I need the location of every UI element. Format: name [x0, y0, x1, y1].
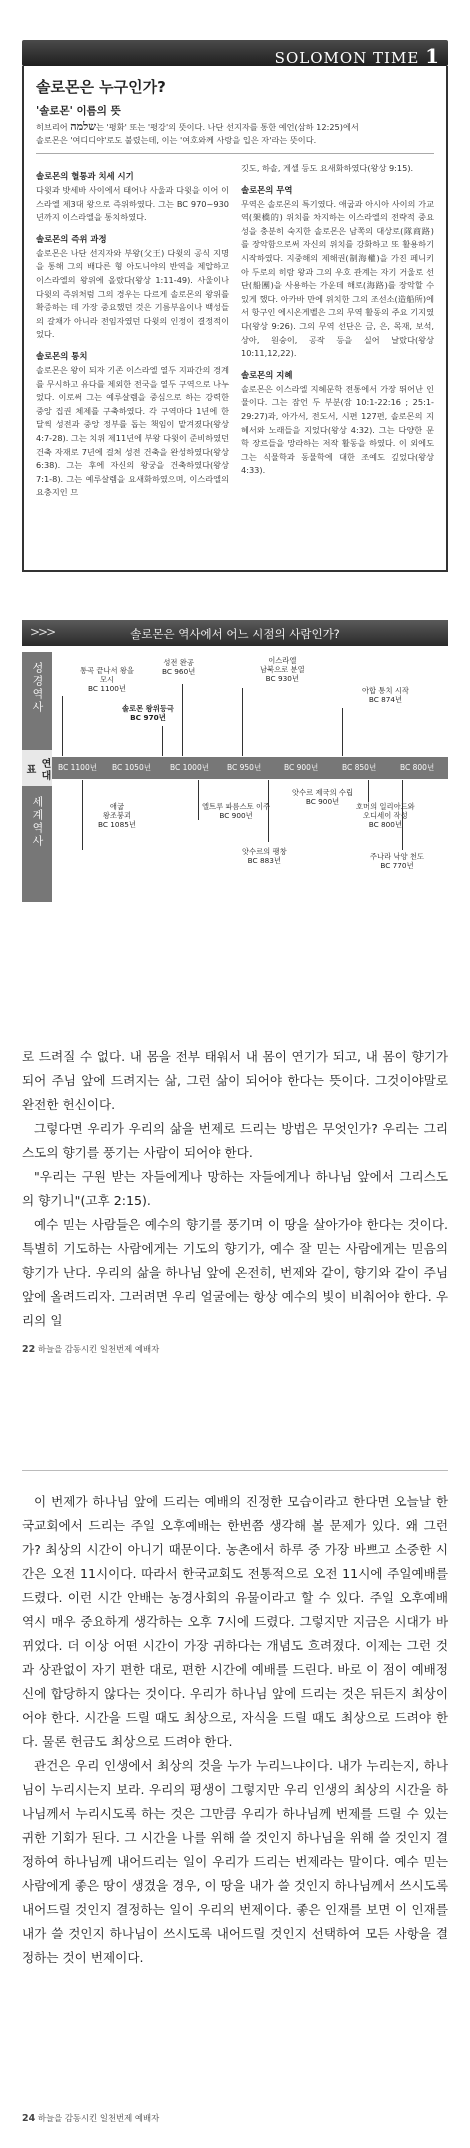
event-arrow — [162, 726, 163, 756]
tick-label: BC 850년 — [342, 763, 377, 772]
side-mid-text: 연대표 — [24, 758, 50, 782]
page-number: 22 — [22, 1344, 36, 1355]
chronology-label — [22, 750, 52, 786]
section-body: 솔로몬은 나단 선지자와 부왕(父王) 다윗의 공식 지명을 통해 그의 배다른 형 아도니야의 반역을 제압하고 이스라엘의 왕위에 올랐다(왕상 1:11-49). 사울이나 다윗의 즉위처럼 그의 경우는 다르게 솔로몬의 왕위를 확증하는 데 가장 중요했던 것은 기름부음이나 백성들의 갈채가 아니라 전임자였던 다윗의 인정이 결정적이었다. — [36, 247, 229, 340]
intro-text-b: 는 '평화' 또는 '평강'의 뜻이다. 나단 선지자를 통한 예언(삼하 12:25)에서 — [96, 122, 359, 132]
event-arrow — [62, 696, 63, 756]
tick-label: BC 950년 — [227, 763, 262, 772]
event-label: 엘트루 파름스토 이주 BC 900년 — [202, 802, 271, 820]
event-label: 통곡 끝나서 왕을 모시 BC 1100년 — [80, 666, 134, 693]
event-arrow — [268, 780, 269, 842]
section-heading: 솔로몬의 지혜 — [241, 369, 293, 380]
section-body: 무역은 솔로몬의 특기였다. 애굽과 아시아 사이의 가교역(架橋的) 위치를 차지하는 이스라엘의 전략적 중요성을 충분히 숙지한 솔로몬은 남쪽의 대상로(隊商路)를 장악함으로써 자신의 위치를 강화하고 또 활용하기 시작하였다. 지중해의 제해권(制海權)을 가진 페니키아 두로의 히람 왕과 그의 우호 관계는 자기 거울로 선단(船團)을 사용하는 가운데 해로(海路)를 장악할 수 있게 했다. 아카바 만에 위치한 그의 조선소(造船所)에서 항구인 에시온게벨은 그의 무역 활동의 주요 기지였다(왕상 9:26). 그의 무역 선단은 금, 은, 목재, 보석, 상아, 원숭이, 공작 등을 실어 날랐다(왕상 10:11,12,22). — [241, 198, 434, 359]
tick-label: BC 1050년 — [112, 763, 151, 772]
page-footer — [22, 2112, 159, 2124]
event-label: 아합 통치 시작 BC 874년 — [362, 686, 409, 704]
name-meaning-text — [36, 120, 434, 154]
tick-label: BC 900년 — [284, 763, 319, 772]
left-column — [36, 162, 229, 500]
banner-prefix: SOLOMON TIME — [274, 49, 420, 67]
event-label: 이스라엘 남북으로 분열 BC 930년 — [260, 656, 305, 683]
side-bot-text: 세계역사 — [31, 796, 44, 848]
timeline-section — [22, 620, 448, 902]
intro-text-a: 히브리어 — [36, 122, 71, 132]
page-22-text — [22, 1045, 448, 1355]
event-arrow — [198, 780, 199, 820]
page-number: 24 — [22, 2113, 36, 2124]
solomon-time-banner — [22, 40, 448, 66]
right-column — [241, 162, 434, 500]
event-arrow — [368, 780, 369, 802]
footer-book-title: 하늘을 감동시킨 일천번제 예배자 — [37, 2113, 160, 2123]
event-label: 앗수르 제국의 수립 BC 900년 — [292, 788, 354, 806]
footer-book-title: 하늘을 감동시킨 일천번제 예배자 — [37, 1344, 160, 1354]
banner-number: 1 — [425, 44, 440, 68]
timeline-axis — [52, 757, 448, 779]
question-title: 솔로몬은 누구인가? — [36, 78, 166, 96]
event-label: 애굽 왕조붕괴 BC 1085년 — [98, 802, 136, 829]
event-arrow — [342, 708, 343, 756]
page-footer — [22, 1343, 448, 1355]
solomon-time-content — [22, 66, 448, 572]
bible-history-label — [22, 652, 52, 750]
section-body: 깃도, 하솔, 게셀 등도 요새화하였다(왕상 9:15). — [241, 163, 414, 173]
paragraph: 예수 믿는 사람들은 예수의 향기를 풍기며 이 땅을 살아가야 한다는 것이다. 특별히 기도하는 사람에게는 기도의 향기가, 예수 잘 믿는 사람에게는 믿음의 향기가 난다. 우리의 삶을 하나님 앞에 온전히, 번제와 같이, 향기와 같이 주님 앞에 올려드리자. 그러려면 우리 얼굴에는 항상 예수의 빛이 비춰어야 한다. 우리의 일 — [22, 1217, 448, 1328]
section-body: 솔로몬은 이스라엘 지혜문학 전통에서 가장 뛰어난 인물이다. 그는 잠언 두 부분(잠 10:1-22:16 ; 25:1-29:27)과, 아가서, 전도서, 시편 127편, 솔로몬의 지혜서와 노래들을 지었다(왕상 4:32). 그는 다양한 문학 장르들을 망라하는 저작 활동을 하였다. 이 외에도 그는 식물학과 동물학에 대한 조예도 깊었다(왕상 4:33). — [241, 383, 434, 476]
solomon-time-box — [22, 40, 448, 572]
paragraph: 로 드려질 수 없다. 내 몸을 전부 태워서 내 몸이 연기가 되고, 내 몸이 향기가 되어 주님 앞에 드려지는 삶, 그런 삶이 되어야 한다는 뜻이다. 그것이야말로 완전한 헌신이다. — [22, 1049, 448, 1112]
event-label: 주나라 낙양 천도 BC 770년 — [370, 852, 424, 870]
hebrew-word: שלמה — [70, 120, 97, 133]
event-label: 솔로몬 왕위등극 BC 970년 — [122, 704, 174, 722]
timeline-banner — [22, 620, 448, 646]
world-history-label — [22, 786, 52, 902]
paragraph: 그렇다면 우리가 우리의 삶을 번제로 드리는 방법은 무엇인가? 우리는 그리스도의 향기를 풍기는 사람이 되어야 한다. — [22, 1121, 448, 1160]
banner-title — [275, 44, 440, 68]
event-arrow — [182, 684, 183, 756]
two-columns — [36, 162, 434, 500]
event-arrow — [242, 688, 243, 756]
section-body: 솔로몬은 왕이 되자 기존 이스라엘 열두 지파간의 경계를 무시하고 유다를 제외한 전국을 열두 구역으로 나누었다. 이로써 그는 예루살렘을 중심으로 하는 강력한 중앙 집권 체제를 구축하였다. 각 구역마다 1년에 한 달씩 성전과 중앙 정부를 돕는 책임이 맡겨졌다(왕상 4:7-28). 그는 치위 제11년에 부왕 다윗이 준비하였던 건축 자재로 7년에 걸쳐 성전 건축을 완성하였다(왕상 6:38). 그는 후에 자신의 왕궁을 건축하였다(왕상 7:1-8). 그는 예루살렘을 요새화하였으며, 이스라엘의 요충지인 므 — [36, 364, 229, 498]
name-meaning-title: '솔로몬' 이름의 뜻 — [36, 105, 121, 117]
quote-paragraph: "우리는 구원 받는 자들에게나 망하는 자들에게나 하나님 앞에서 그리스도의 향기니"(고후 2:15). — [22, 1169, 448, 1208]
event-label: 앗수르의 팽창 BC 883년 — [242, 847, 287, 865]
event-arrow — [402, 780, 403, 850]
event-label: 호머의 일리아드와 오디세이 작성 BC 800년 — [356, 802, 415, 829]
timeline-chart — [22, 652, 448, 902]
intro-text-c: 솔로몬은 '여디디야'로도 불렸는데, 이는 '여호와께 사랑을 입은 자'라는 뜻이다. — [36, 135, 317, 145]
paragraph: 관건은 우리 인생에서 최상의 것을 누가 누리느냐이다. 내가 누리는지, 하나님이 누리시는지 보라. 우리의 평생이 그렇지만 우리 인생의 최상의 시간을 하나님께서 누리시도록 하는 것은 그만큼 우리가 하나님께 번제를 드릴 수 있는 귀한 기회가 된다. 그 시간을 나를 위해 쓸 것인지 하나님을 위해 쓸 것인지 결정하여 하나님께 내어드리는 일이 우리가 드리는 번제라는 말이다. 예수 믿는 사람에게 좋은 땅이 생겼을 경우, 이 땅을 내가 쓸 것인지 하나님께서 쓰시도록 내어드릴 것인지 결정하는 일이 우리의 번제이다. 좋은 인재를 보면 이 인재를 내가 쓸 것인지 하나님이 쓰시도록 내어드릴 것인지 선택하여 모든 사항을 결정하는 것이 번제이다. — [22, 1758, 448, 1965]
section-heading: 솔로몬의 즉위 과정 — [36, 233, 107, 244]
chevron-icon: >>> — [30, 625, 55, 639]
side-top-text: 성경역사 — [31, 662, 44, 714]
section-heading: 솔로몬의 통치 — [36, 350, 88, 361]
tick-label: BC 1100년 — [58, 763, 97, 772]
paragraph: 이 번제가 하나님 앞에 드리는 예배의 진정한 모습이라고 한다면 오늘날 한국교회에서 드리는 주일 오후예배는 한번쯤 생각해 볼 문제가 있다. 왜 그런가? 최상의 시간이 아니기 때문이다. 농촌에서 하루 중 가장 바쁘고 소중한 시간은 오전 11시이다. 따라서 한국교회도 전통적으로 오전 11시에 주일예배를 드렸다. 이런 시간 안배는 농경사회의 유물이라고 할 수 있다. 주일 오후예배 역시 매우 중요하게 생각하는 오후 7시에 드렸다. 그렇지만 지금은 시대가 바뀌었다. 더 이상 어떤 시간이 가장 귀하다는 개념도 흐려졌다. 이제는 그런 것과 상관없이 자기 편한 대로, 편한 시간에 예배를 드린다. 바로 이 점이 예배정신에 합당하지 않다는 것이다. 우리가 하나님 앞에 드리는 것은 뒤든지 최상이어야 한다. 시간을 드릴 때도 최상으로, 자식을 드릴 때도 최상으로 드려야 한다. 물론 헌금도 최상으로 드려야 한다. — [22, 1494, 448, 1749]
section-body: 다윗과 밧세바 사이에서 태어나 사울과 다윗을 이어 이스라엘 제3대 왕으로 즉위하였다. 그는 BC 970~930년까지 이스라엘을 통치하였다. — [36, 185, 229, 223]
page-divider — [22, 1470, 448, 1471]
tick-label: BC 800년 — [400, 763, 435, 772]
tick-label: BC 1000년 — [170, 763, 209, 772]
page-24-text — [22, 1490, 448, 1970]
event-label: 성전 완공 BC 960년 — [162, 658, 196, 676]
timeline-title: 솔로몬은 역사에서 어느 시점의 사람인가? — [130, 627, 340, 641]
event-arrow — [82, 780, 83, 850]
section-heading: 솔로몬의 무역 — [241, 184, 293, 195]
section-heading: 솔로몬의 혈통과 치세 시기 — [36, 171, 134, 181]
